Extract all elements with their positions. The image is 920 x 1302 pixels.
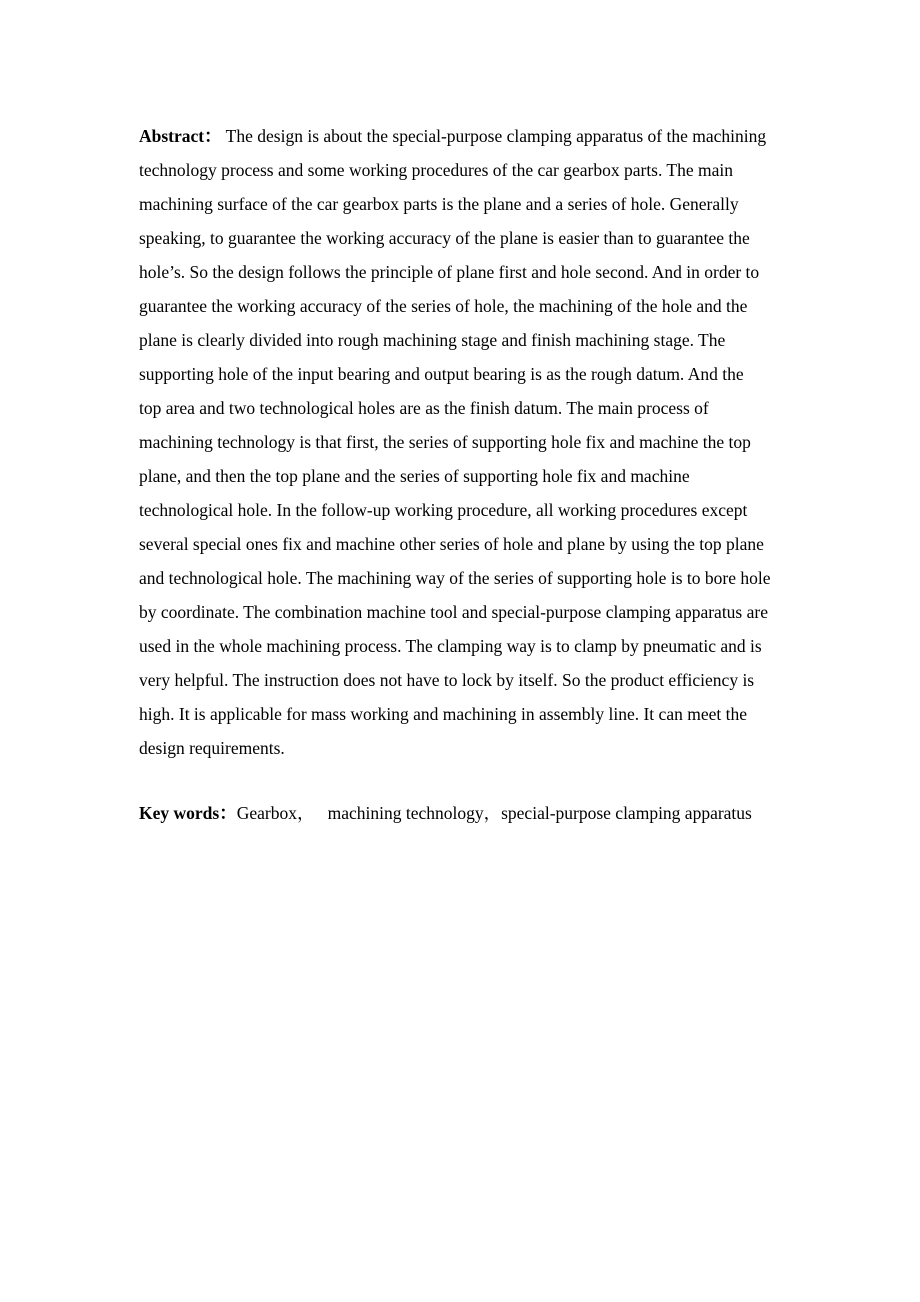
abstract-line: hole’s. So the design follows the principle of plane first and hole second. And in order to	[139, 262, 760, 282]
abstract-line	[139, 119, 819, 153]
abstract-line: technological hole. In the follow-up working procedure, all working procedures except	[139, 500, 748, 520]
abstract-line: technology process and some working procedures of the car gearbox parts. The main	[139, 160, 734, 180]
abstract-line: machining surface of the car gearbox parts is the plane and a series of hole. Generally	[139, 194, 739, 214]
abstract-line: several special ones fix and machine other series of hole and plane by using the top plane	[139, 534, 764, 554]
abstract-text: The design is about the special-purpose clamping apparatus of the machining	[221, 126, 767, 146]
abstract-line: machining technology is that first, the series of supporting hole fix and machine the top	[139, 432, 751, 452]
abstract-line: by coordinate. The combination machine tool and special-purpose clamping apparatus are	[139, 602, 768, 622]
abstract-line: guarantee the working accuracy of the series of hole, the machining of the hole and the	[139, 296, 748, 316]
keyword-item: Gearbox，	[236, 803, 315, 823]
abstract-line: and technological hole. The machining way of the series of supporting hole is to bore hole	[139, 568, 771, 588]
abstract-line: plane is clearly divided into rough machining stage and finish machining stage. The	[139, 330, 726, 350]
keyword-item: special-purpose clamping apparatus	[501, 803, 752, 823]
abstract-line: design requirements.	[139, 738, 285, 758]
abstract-line: top area and two technological holes are as the finish datum. The main process of	[139, 398, 709, 418]
abstract-label: Abstract：	[139, 126, 222, 146]
keywords-line	[139, 799, 819, 827]
abstract-line: very helpful. The instruction does not have to lock by itself. So the product efficiency is	[139, 670, 755, 690]
abstract-line: high. It is applicable for mass working and machining in assembly line. It can meet the	[139, 704, 747, 724]
keyword-item: machining technology，	[327, 803, 502, 823]
abstract-line: speaking, to guarantee the working accuracy of the plane is easier than to guarantee the	[139, 228, 750, 248]
abstract-line: plane, and then the top plane and the series of supporting hole fix and machine	[139, 466, 690, 486]
keywords-label: Key words：	[139, 803, 237, 823]
abstract-line: supporting hole of the input bearing and output bearing is as the rough datum. And the	[139, 364, 744, 384]
abstract-paragraph	[139, 119, 819, 765]
abstract-line: used in the whole machining process. The clamping way is to clamp by pneumatic and is	[139, 636, 762, 656]
